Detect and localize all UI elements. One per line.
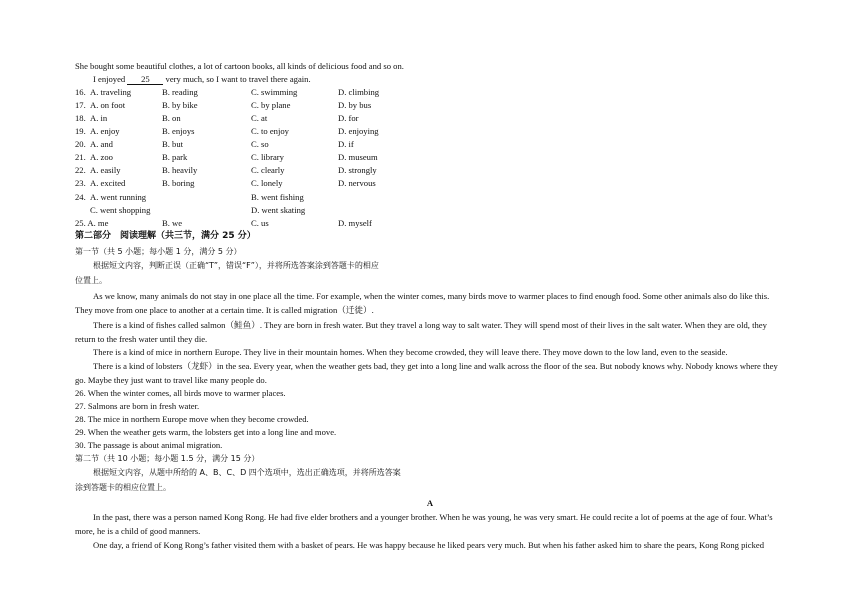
- question-number: 19.: [75, 126, 86, 136]
- option-d: D. strongly: [338, 165, 377, 175]
- question-number: 16.: [75, 87, 86, 97]
- option-d: D. for: [338, 113, 359, 123]
- option-a: A. in: [90, 113, 108, 123]
- option-c: C. lonely: [251, 178, 283, 188]
- part2-heading: 第二部分 阅读理解（共三节，满分 25 分）: [75, 231, 256, 241]
- option-a: A. on foot: [90, 100, 126, 110]
- option-b: B. but: [162, 139, 184, 149]
- statement-26: 26. When the winter comes, all birds move to warmer places.: [75, 388, 286, 398]
- question-number: 21.: [75, 152, 86, 162]
- option-a: A. easily: [90, 165, 121, 175]
- passage1-p2-line2: return to the fresh water until they die.: [75, 334, 208, 344]
- option-b: B. enjoys: [162, 126, 195, 136]
- option-b: B. on: [162, 113, 181, 123]
- q24-option-a: A. went running: [90, 192, 147, 202]
- passage-a-label: A: [426, 498, 434, 508]
- statement-27: 27. Salmons are born in fresh water.: [75, 401, 200, 411]
- section2-title: 第二节（共 10 小题；每小题 1.5 分，满分 15 分）: [75, 454, 260, 463]
- option-a: A. zoo: [90, 152, 113, 162]
- option-c: C. so: [251, 139, 269, 149]
- q25-option-d: D. myself: [338, 218, 372, 228]
- section2-instruction-cont: 涂到答题卡的相应位置上。: [75, 483, 171, 492]
- option-a: A. enjoy: [90, 126, 120, 136]
- option-c: C. to enjoy: [251, 126, 289, 136]
- section1-instruction-cont: 位置上。: [75, 276, 107, 285]
- option-c: C. at: [251, 113, 268, 123]
- option-a: A. excited: [90, 178, 126, 188]
- question-number: 23.: [75, 178, 86, 188]
- option-a: A. and: [90, 139, 113, 149]
- option-d: D. if: [338, 139, 354, 149]
- question-number: 22.: [75, 165, 86, 175]
- option-d: D. by bus: [338, 100, 372, 110]
- option-c: C. library: [251, 152, 284, 162]
- option-d: D. enjoying: [338, 126, 379, 136]
- q25-num-option-a: 25. A. me: [75, 218, 109, 228]
- option-b: B. reading: [162, 87, 198, 97]
- intro-line: She bought some beautiful clothes, a lot of cartoon books, all kinds of delicious food and so on.: [75, 61, 404, 71]
- q25-option-b: B. we: [162, 218, 183, 228]
- q24-option-d: D. went skating: [251, 205, 306, 215]
- q25-option-c: C. us: [251, 218, 269, 228]
- option-c: C. by plane: [251, 100, 291, 110]
- question-number: 20.: [75, 139, 86, 149]
- answer-blank-25: 25: [127, 75, 163, 85]
- option-d: D. nervous: [338, 178, 376, 188]
- option-d: D. climbing: [338, 87, 380, 97]
- enjoy-line: [93, 75, 311, 85]
- statement-28: 28. The mice in northern Europe move when they become crowded.: [75, 414, 309, 424]
- enjoy-line-after: very much, so I want to travel there again.: [165, 74, 311, 84]
- option-d: D. museum: [338, 152, 378, 162]
- passage1-p4-line2: go. Maybe they just want to travel like many people do.: [75, 375, 267, 385]
- passage1-p3: There is a kind of mice in northern Europe. They live in their mountain homes. When they become crowded, they will leave there. They move down to the low land, even to the seaside.: [93, 347, 728, 357]
- passage-a-p1-line1: In the past, there was a person named Kong Rong. He had five elder brothers and a younger brother. When he was young, he was very smart. He could recite a lot of poems at the age of four. What’s: [93, 512, 773, 522]
- section2-instruction: 根据短文内容，从题中所给的 A、B、C、D 四个选项中，选出正确选项，并将所选答案: [93, 468, 401, 477]
- statement-29: 29. When the weather gets warm, the lobsters get into a long line and move.: [75, 427, 337, 437]
- statement-30: 30. The passage is about animal migration.: [75, 440, 223, 450]
- option-a: A. traveling: [90, 87, 132, 97]
- passage1-p1-line1: As we know, many animals do not stay in one place all the time. For example, when the winter comes, many birds move to warmer places to find enough food. Some other animals also do like this.: [93, 291, 770, 301]
- question-number: 17.: [75, 100, 86, 110]
- option-c: C. swimming: [251, 87, 298, 97]
- q24-num: 24.: [75, 192, 86, 202]
- q24-option-c: C. went shopping: [90, 205, 151, 215]
- q24-option-b: B. went fishing: [251, 192, 304, 202]
- section1-instruction: 根据短文内容，判断正误（正确“T”，错误“F”），并将所选答案涂到答题卡的相应: [93, 261, 379, 270]
- option-b: B. by bike: [162, 100, 198, 110]
- passage1-p1-line2: They move from one place to another at a certain time. It is called migration（迁徙）.: [75, 305, 374, 315]
- passage-a-p1-line2: more, he is a child of good manners.: [75, 526, 201, 536]
- option-c: C. clearly: [251, 165, 285, 175]
- enjoy-line-before: I enjoyed: [93, 74, 126, 84]
- passage1-p2-line1: There is a kind of fishes called salmon（鲑鱼）. They are born in fresh water. But they travel a long way to salt water. They will spend most of their lives in the salt water. When they are old, they: [93, 320, 767, 330]
- section1-title: 第一节（共 5 小题；每小题 1 分，满分 5 分）: [75, 247, 242, 256]
- option-b: B. heavily: [162, 165, 198, 175]
- option-b: B. park: [162, 152, 188, 162]
- question-number: 18.: [75, 113, 86, 123]
- passage1-p4-line1: There is a kind of lobsters（龙虾）in the sea. Every year, when the weather gets bad, they get into a long line and walk across the floor of the sea. But nobody knows why. Nobody knows where they: [93, 361, 778, 371]
- passage-a-p2-line1: One day, a friend of Kong Rong’s father visited them with a basket of pears. He was happy because he liked pears very much. But when his father asked him to share the pears, Kong Rong picked: [93, 540, 764, 550]
- option-b: B. boring: [162, 178, 195, 188]
